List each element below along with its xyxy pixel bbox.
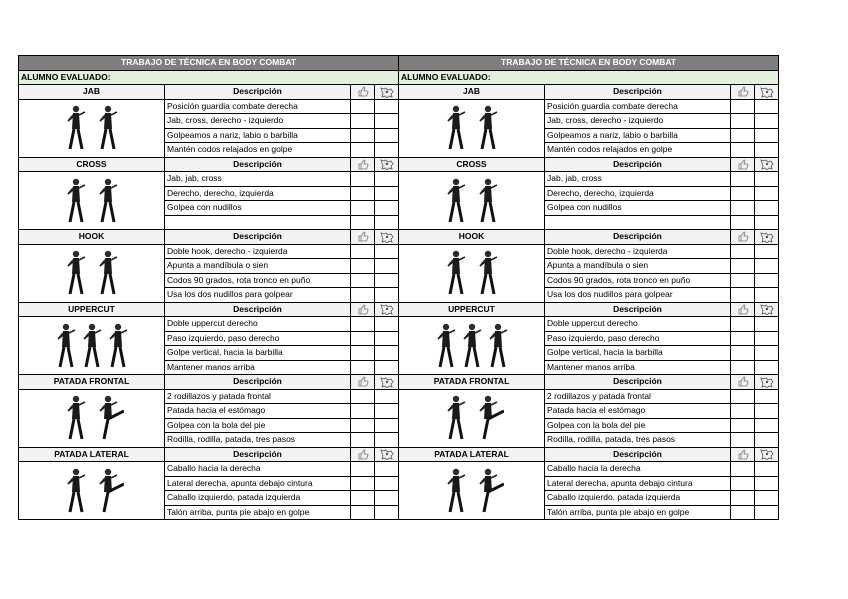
thumbs-down-icon [755, 375, 779, 390]
criteria-row [399, 462, 779, 477]
pass-check-cell[interactable] [351, 172, 375, 187]
fail-check-cell[interactable] [375, 331, 399, 346]
criteria-text: Golpea con la bola del pie [545, 418, 731, 433]
pass-check-cell[interactable] [731, 418, 755, 433]
thumbs-up-icon [351, 85, 375, 100]
pass-check-cell[interactable] [351, 215, 375, 230]
evaluation-sheet-left [18, 55, 398, 520]
pass-check-cell[interactable] [351, 389, 375, 404]
thumbs-down-icon [755, 302, 779, 317]
criteria-text: Caballo izquierdo, patada izquierda [545, 491, 731, 506]
criteria-text: Derecho, derecho, izquierda [545, 186, 731, 201]
description-header: Descripción [545, 302, 731, 317]
fail-check-cell[interactable] [755, 360, 779, 375]
pass-check-cell[interactable] [351, 186, 375, 201]
thumbs-up-icon [731, 375, 755, 390]
fail-check-cell[interactable] [755, 244, 779, 259]
technique-table [18, 55, 399, 520]
criteria-text: Golpea con nudillos [165, 201, 351, 216]
criteria-row [19, 172, 399, 187]
criteria-text: Golpea con la bola del pie [165, 418, 351, 433]
fail-check-cell[interactable] [755, 143, 779, 158]
criteria-text: 2 rodillazos y patada frontal [165, 389, 351, 404]
thumbs-down-icon [755, 157, 779, 172]
thumbs-up-icon [351, 230, 375, 245]
criteria-text: Doble hook, derecho - izquierda [165, 244, 351, 259]
technique-name: JAB [399, 85, 545, 100]
criteria-text: Golpe vertical, hacia la barbilla [545, 346, 731, 361]
pass-check-cell[interactable] [731, 491, 755, 506]
fail-check-cell[interactable] [375, 186, 399, 201]
criteria-row [19, 317, 399, 332]
criteria-text: Usa los dos nudillos para golpear [165, 288, 351, 303]
student-label[interactable]: ALUMNO EVALUADO: [19, 70, 399, 85]
technique-figure [19, 172, 165, 230]
criteria-text: Rodilla, rodilla, patada, tres pasos [545, 433, 731, 448]
technique-figure [19, 389, 165, 447]
fail-check-cell[interactable] [375, 360, 399, 375]
thumbs-down-icon [755, 85, 779, 100]
pass-check-cell[interactable] [731, 288, 755, 303]
technique-figure [399, 99, 545, 157]
pass-check-cell[interactable] [731, 331, 755, 346]
criteria-text: Golpe vertical, hacia la barbilla [165, 346, 351, 361]
pass-check-cell[interactable] [731, 360, 755, 375]
pass-check-cell[interactable] [731, 244, 755, 259]
pass-check-cell[interactable] [731, 99, 755, 114]
criteria-text: Patada hacia el estómago [165, 404, 351, 419]
fail-check-cell[interactable] [375, 346, 399, 361]
criteria-row [399, 172, 779, 187]
description-header: Descripción [545, 85, 731, 100]
technique-name: PATADA LATERAL [399, 447, 545, 462]
criteria-text: Talón arriba, punta pie abajo en golpe [545, 505, 731, 520]
technique-name: PATADA FRONTAL [19, 375, 165, 390]
thumbs-up-icon [351, 157, 375, 172]
technique-figure [399, 244, 545, 302]
thumbs-down-icon [755, 230, 779, 245]
fail-check-cell[interactable] [755, 505, 779, 520]
description-header: Descripción [165, 157, 351, 172]
student-label[interactable]: ALUMNO EVALUADO: [399, 70, 779, 85]
technique-figure [399, 172, 545, 230]
pass-check-cell[interactable] [351, 128, 375, 143]
fail-check-cell[interactable] [755, 389, 779, 404]
description-header: Descripción [545, 375, 731, 390]
pass-check-cell[interactable] [731, 273, 755, 288]
pass-check-cell[interactable] [351, 462, 375, 477]
fail-check-cell[interactable] [375, 244, 399, 259]
fail-check-cell[interactable] [755, 317, 779, 332]
fail-check-cell[interactable] [755, 331, 779, 346]
fail-check-cell[interactable] [755, 201, 779, 216]
criteria-row [399, 389, 779, 404]
criteria-text: Golpeamos a nariz, labio o barbilla [165, 128, 351, 143]
thumbs-up-icon [731, 302, 755, 317]
technique-name: CROSS [19, 157, 165, 172]
fail-check-cell[interactable] [755, 99, 779, 114]
criteria-text: Mantén codos relajados en golpe [545, 143, 731, 158]
criteria-text [545, 215, 731, 230]
description-header: Descripción [165, 230, 351, 245]
fail-check-cell[interactable] [755, 346, 779, 361]
criteria-text: Doble uppercut derecho [165, 317, 351, 332]
pass-check-cell[interactable] [731, 505, 755, 520]
fail-check-cell[interactable] [375, 172, 399, 187]
pass-check-cell[interactable] [731, 259, 755, 274]
sheet-title: TRABAJO DE TÉCNICA EN BODY COMBAT [19, 56, 399, 71]
thumbs-down-icon [375, 375, 399, 390]
criteria-text: Caballo hacia la derecha [545, 462, 731, 477]
description-header: Descripción [165, 447, 351, 462]
pass-check-cell[interactable] [351, 288, 375, 303]
criteria-row [19, 99, 399, 114]
description-header: Descripción [165, 85, 351, 100]
pass-check-cell[interactable] [351, 143, 375, 158]
criteria-text: Mantener manos arriba [545, 360, 731, 375]
criteria-text: Jab, jab, cross [165, 172, 351, 187]
thumbs-up-icon [731, 157, 755, 172]
pass-check-cell[interactable] [351, 99, 375, 114]
technique-figure [19, 317, 165, 375]
technique-table [398, 55, 779, 520]
pass-check-cell[interactable] [351, 201, 375, 216]
fail-check-cell[interactable] [755, 404, 779, 419]
criteria-text: Jab, jab, cross [545, 172, 731, 187]
technique-name: HOOK [399, 230, 545, 245]
fail-check-cell[interactable] [375, 476, 399, 491]
pass-check-cell[interactable] [731, 317, 755, 332]
criteria-text: Patada hacia el estómago [545, 404, 731, 419]
pass-check-cell[interactable] [731, 346, 755, 361]
technique-figure [399, 389, 545, 447]
pass-check-cell[interactable] [351, 491, 375, 506]
fail-check-cell[interactable] [375, 273, 399, 288]
technique-figure [19, 244, 165, 302]
pass-check-cell[interactable] [731, 143, 755, 158]
criteria-text: Caballo izquierdo, patada izquierda [165, 491, 351, 506]
pass-check-cell[interactable] [351, 273, 375, 288]
criteria-text: Lateral derecha, apunta debajo cintura [545, 476, 731, 491]
description-header: Descripción [545, 447, 731, 462]
pass-check-cell[interactable] [731, 404, 755, 419]
criteria-text [165, 215, 351, 230]
pass-check-cell[interactable] [351, 433, 375, 448]
fail-check-cell[interactable] [375, 317, 399, 332]
pass-check-cell[interactable] [731, 215, 755, 230]
fail-check-cell[interactable] [755, 273, 779, 288]
pass-check-cell[interactable] [351, 259, 375, 274]
pass-check-cell[interactable] [351, 346, 375, 361]
criteria-text: Golpea con nudillos [545, 201, 731, 216]
fail-check-cell[interactable] [375, 389, 399, 404]
criteria-text: Jab, cross, derecho - izquierdo [545, 114, 731, 129]
pass-check-cell[interactable] [351, 476, 375, 491]
fail-check-cell[interactable] [755, 215, 779, 230]
thumbs-up-icon [731, 447, 755, 462]
criteria-text: Paso izquierdo, paso derecho [165, 331, 351, 346]
fail-check-cell[interactable] [375, 128, 399, 143]
thumbs-down-icon [375, 85, 399, 100]
criteria-text: Caballo hacia la derecha [165, 462, 351, 477]
fail-check-cell[interactable] [375, 418, 399, 433]
pass-check-cell[interactable] [351, 404, 375, 419]
fail-check-cell[interactable] [375, 288, 399, 303]
sheet-title: TRABAJO DE TÉCNICA EN BODY COMBAT [399, 56, 779, 71]
criteria-text: Talón arriba, punta pie abajo en golpe [165, 505, 351, 520]
criteria-text: Golpeamos a nariz, labio o barbilla [545, 128, 731, 143]
description-header: Descripción [545, 157, 731, 172]
criteria-row [19, 462, 399, 477]
technique-figure [19, 99, 165, 157]
fail-check-cell[interactable] [755, 172, 779, 187]
pass-check-cell[interactable] [731, 433, 755, 448]
pass-check-cell[interactable] [351, 244, 375, 259]
criteria-text: Paso izquierdo, paso derecho [545, 331, 731, 346]
fail-check-cell[interactable] [375, 433, 399, 448]
criteria-row [19, 244, 399, 259]
criteria-text: Mantén codos relajados en golpe [165, 143, 351, 158]
pass-check-cell[interactable] [731, 389, 755, 404]
pass-check-cell[interactable] [731, 128, 755, 143]
criteria-text: Rodilla, rodilla, patada, tres pasos [165, 433, 351, 448]
pass-check-cell[interactable] [731, 476, 755, 491]
pass-check-cell[interactable] [351, 331, 375, 346]
pass-check-cell[interactable] [731, 114, 755, 129]
fail-check-cell[interactable] [375, 201, 399, 216]
fail-check-cell[interactable] [375, 114, 399, 129]
fail-check-cell[interactable] [755, 491, 779, 506]
technique-name: UPPERCUT [399, 302, 545, 317]
thumbs-down-icon [375, 302, 399, 317]
thumbs-down-icon [375, 447, 399, 462]
pass-check-cell[interactable] [731, 186, 755, 201]
criteria-text: Derecho, derecho, izquierda [165, 186, 351, 201]
fail-check-cell[interactable] [375, 505, 399, 520]
criteria-text: Posición guardia combate derecha [545, 99, 731, 114]
fail-check-cell[interactable] [375, 491, 399, 506]
fail-check-cell[interactable] [755, 259, 779, 274]
fail-check-cell[interactable] [755, 433, 779, 448]
description-header: Descripción [545, 230, 731, 245]
pass-check-cell[interactable] [731, 201, 755, 216]
pass-check-cell[interactable] [351, 114, 375, 129]
criteria-text: Apunta a mandíbula o sien [545, 259, 731, 274]
pass-check-cell[interactable] [731, 172, 755, 187]
criteria-row [399, 244, 779, 259]
fail-check-cell[interactable] [375, 143, 399, 158]
fail-check-cell[interactable] [755, 128, 779, 143]
fail-check-cell[interactable] [755, 288, 779, 303]
technique-figure [399, 462, 545, 520]
technique-name: UPPERCUT [19, 302, 165, 317]
fail-check-cell[interactable] [375, 259, 399, 274]
evaluation-sheet-right [398, 55, 778, 520]
thumbs-down-icon [375, 230, 399, 245]
fail-check-cell[interactable] [755, 476, 779, 491]
fail-check-cell[interactable] [755, 186, 779, 201]
thumbs-up-icon [731, 230, 755, 245]
technique-name: PATADA FRONTAL [399, 375, 545, 390]
pass-check-cell[interactable] [351, 360, 375, 375]
criteria-row [399, 99, 779, 114]
description-header: Descripción [165, 302, 351, 317]
fail-check-cell[interactable] [755, 462, 779, 477]
fail-check-cell[interactable] [755, 418, 779, 433]
criteria-text: Codos 90 grados, rota tronco en puño [545, 273, 731, 288]
thumbs-up-icon [351, 302, 375, 317]
pass-check-cell[interactable] [351, 505, 375, 520]
technique-figure [399, 317, 545, 375]
criteria-text: 2 rodillazos y patada frontal [545, 389, 731, 404]
thumbs-up-icon [731, 85, 755, 100]
criteria-text: Mantener manos arriba [165, 360, 351, 375]
pass-check-cell[interactable] [351, 317, 375, 332]
thumbs-up-icon [351, 447, 375, 462]
thumbs-down-icon [375, 157, 399, 172]
description-header: Descripción [165, 375, 351, 390]
fail-check-cell[interactable] [375, 404, 399, 419]
criteria-text: Doble hook, derecho - izquierda [545, 244, 731, 259]
technique-name: JAB [19, 85, 165, 100]
criteria-text: Codos 90 grados, rota tronco en puño [165, 273, 351, 288]
technique-name: HOOK [19, 230, 165, 245]
criteria-text: Usa los dos nudillos para golpear [545, 288, 731, 303]
fail-check-cell[interactable] [375, 215, 399, 230]
technique-figure [19, 462, 165, 520]
criteria-row [399, 317, 779, 332]
pass-check-cell[interactable] [351, 418, 375, 433]
technique-name: CROSS [399, 157, 545, 172]
fail-check-cell[interactable] [375, 462, 399, 477]
pass-check-cell[interactable] [731, 462, 755, 477]
criteria-text: Jab, cross, derecho - izquierdo [165, 114, 351, 129]
criteria-text: Lateral derecha, apunta debajo cintura [165, 476, 351, 491]
fail-check-cell[interactable] [755, 114, 779, 129]
criteria-row [19, 389, 399, 404]
thumbs-up-icon [351, 375, 375, 390]
fail-check-cell[interactable] [375, 99, 399, 114]
criteria-text: Apunta a mandíbula o sien [165, 259, 351, 274]
thumbs-down-icon [755, 447, 779, 462]
technique-name: PATADA LATERAL [19, 447, 165, 462]
criteria-text: Posición guardia combate derecha [165, 99, 351, 114]
criteria-text: Doble uppercut derecho [545, 317, 731, 332]
